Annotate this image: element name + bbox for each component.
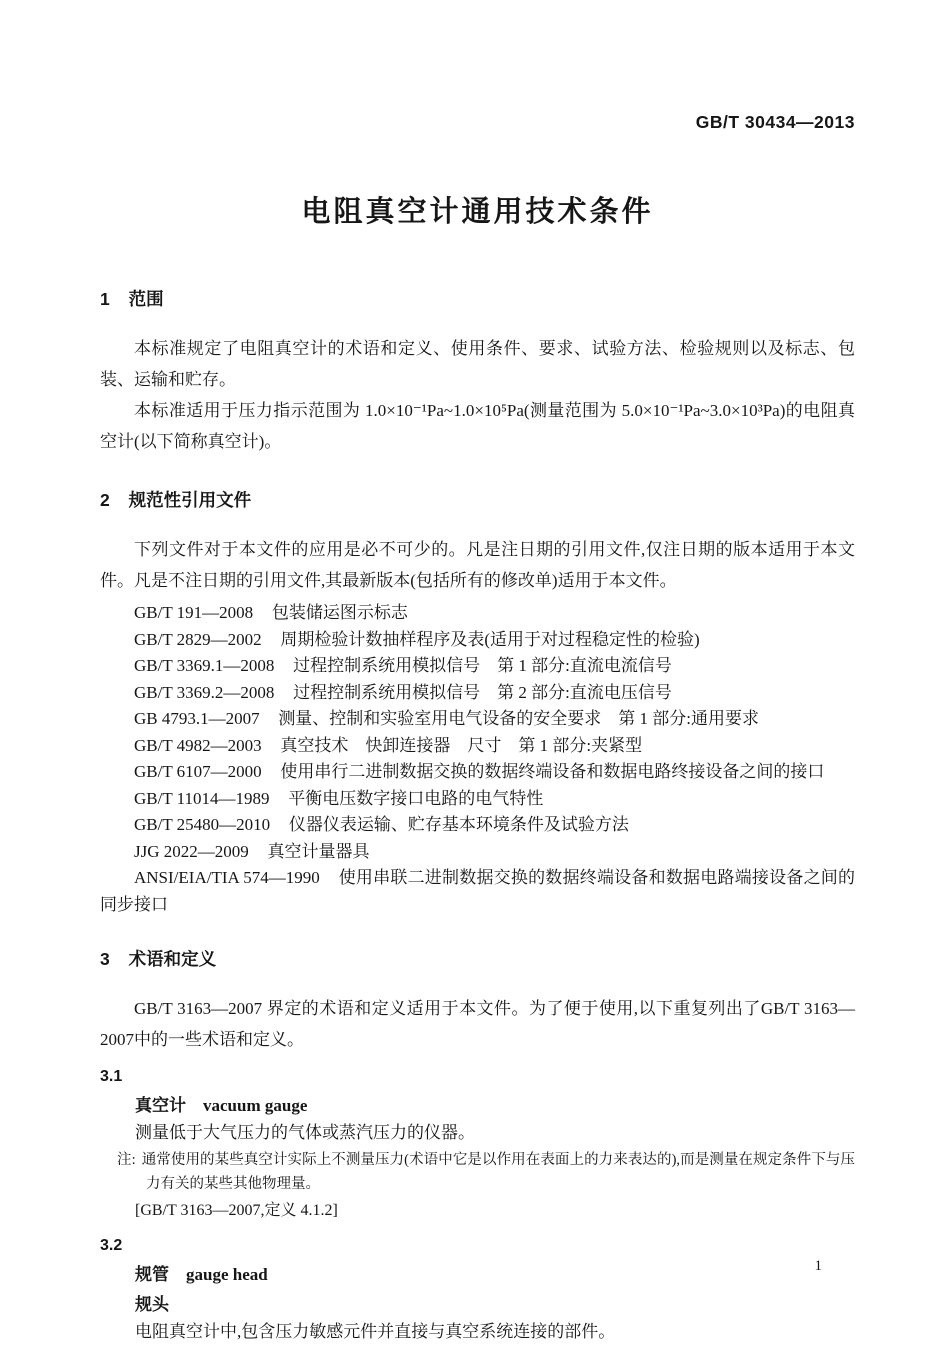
- term-english: vacuum gauge: [203, 1096, 308, 1115]
- reference-code: GB/T 4982—2003: [134, 735, 262, 755]
- term-english: gauge head: [186, 1265, 268, 1284]
- section-1-number: 1: [100, 289, 110, 309]
- scope-paragraph-1: 本标准规定了电阻真空计的术语和定义、使用条件、要求、试验方法、检验规则以及标志、包装、运输和贮存。: [100, 339, 855, 389]
- term-note: [100, 1148, 855, 1196]
- reference-code: GB/T 11014—1989: [134, 788, 270, 808]
- reference-item: [100, 786, 855, 813]
- reference-item: [100, 653, 855, 680]
- term-definition: 电阻真空计中,包含压力敏感元件并直接与真空系统连接的部件。: [135, 1322, 616, 1341]
- reference-item: [100, 680, 855, 707]
- note-label: 注:: [117, 1152, 136, 1168]
- term-chinese-alt: 规头: [135, 1295, 169, 1314]
- term-chinese: 真空计: [135, 1096, 186, 1115]
- reference-code: GB/T 2829—2002: [134, 629, 262, 649]
- reference-item: [100, 706, 855, 733]
- reference-title: 包装储运图示标志: [271, 603, 408, 622]
- terms-intro: GB/T 3163—2007 界定的术语和定义适用于本文件。为了便于使用,以下重复列出了GB/T 3163—2007中的一些术语和定义。: [100, 999, 855, 1049]
- section-2-title: 规范性引用文件: [128, 490, 252, 510]
- note-text: 通常使用的某些真空计实际上不测量压力(术语中它是以作用在表面上的力来表达的),而是测量在规定条件下与压力有关的某些其他物理量。: [141, 1152, 856, 1192]
- reference-item: [100, 627, 855, 654]
- reference-title: 使用串行二进制数据交换的数据终端设备和数据电路终接设备之间的接口: [280, 762, 825, 781]
- reference-item: [100, 839, 855, 866]
- term-number: 3.2: [100, 1237, 123, 1254]
- section-3-number: 3: [100, 949, 110, 969]
- reference-title: 真空技术 快卸连接器 尺寸 第 1 部分:夹紧型: [280, 735, 643, 755]
- term-entry-3-1: [100, 1065, 855, 1224]
- page-number: 1: [814, 1258, 822, 1274]
- section-2-heading: [100, 487, 855, 512]
- term-heading: [100, 1261, 855, 1288]
- term-source: [GB/T 3163—2007,定义 4.1.2]: [135, 1202, 338, 1219]
- term-chinese: 规管: [135, 1265, 169, 1284]
- reference-title: 测量、控制和实验室用电气设备的安全要求 第 1 部分:通用要求: [278, 709, 760, 728]
- reference-item: [100, 733, 855, 760]
- reference-item: [100, 600, 855, 627]
- references-intro: 下列文件对于本文件的应用是必不可少的。凡是注日期的引用文件,仅注日期的版本适用于本文件。凡是不注日期的引用文件,其最新版本(包括所有的修改单)适用于本文件。: [100, 540, 855, 590]
- reference-code: GB/T 191—2008: [134, 603, 254, 622]
- reference-code: GB/T 3369.2—2008: [134, 682, 275, 702]
- section-terms-definitions: [100, 946, 855, 1345]
- scope-paragraph-2: 本标准适用于压力指示范围为 1.0×10⁻¹Pa~1.0×10⁵Pa(测量范围为 5.0×10⁻¹Pa~3.0×10³Pa)的电阻真空计(以下简称真空计)。: [100, 401, 855, 451]
- reference-code: GB/T 25480—2010: [134, 815, 271, 834]
- reference-item: [100, 759, 855, 786]
- term-number: 3.1: [100, 1068, 123, 1085]
- reference-title: 使用串联二进制数据交换的数据终端设备和数据电路端接设备之间的同步接口: [100, 868, 856, 914]
- term-alt-heading: [100, 1291, 855, 1318]
- reference-code: JJG 2022—2009: [134, 841, 249, 861]
- standard-number: GB/T 30434—2013: [695, 112, 855, 132]
- references-list: [100, 600, 855, 918]
- section-2-number: 2: [100, 490, 110, 510]
- reference-item: [100, 865, 855, 918]
- section-normative-references: [100, 487, 855, 918]
- section-3-title: 术语和定义: [128, 949, 217, 969]
- reference-code: ANSI/EIA/TIA 574—1990: [134, 868, 320, 887]
- reference-code: GB/T 3369.1—2008: [134, 656, 275, 675]
- term-heading: [100, 1092, 855, 1119]
- term-entry-3-2: [100, 1234, 855, 1345]
- reference-title: 平衡电压数字接口电路的电气特性: [288, 788, 544, 808]
- reference-code: GB/T 6107—2000: [134, 762, 262, 781]
- reference-item: [100, 812, 855, 839]
- reference-title: 真空计量器具: [267, 841, 370, 861]
- reference-title: 仪器仪表运输、贮存基本环境条件及试验方法: [288, 815, 629, 834]
- section-1-heading: [100, 286, 855, 311]
- section-scope: [100, 286, 855, 457]
- term-definition: 测量低于大气压力的气体或蒸汽压力的仪器。: [135, 1123, 475, 1142]
- document-title: 电阻真空计通用技术条件: [301, 196, 654, 228]
- section-1-title: 范围: [128, 289, 164, 309]
- reference-title: 过程控制系统用模拟信号 第 1 部分:直流电流信号: [293, 656, 672, 675]
- reference-code: GB 4793.1—2007: [134, 709, 260, 728]
- reference-title: 周期检验计数抽样程序及表(适用于对过程稳定性的检验): [280, 629, 700, 649]
- reference-title: 过程控制系统用模拟信号 第 2 部分:直流电压信号: [293, 682, 672, 702]
- section-3-heading: [100, 946, 855, 971]
